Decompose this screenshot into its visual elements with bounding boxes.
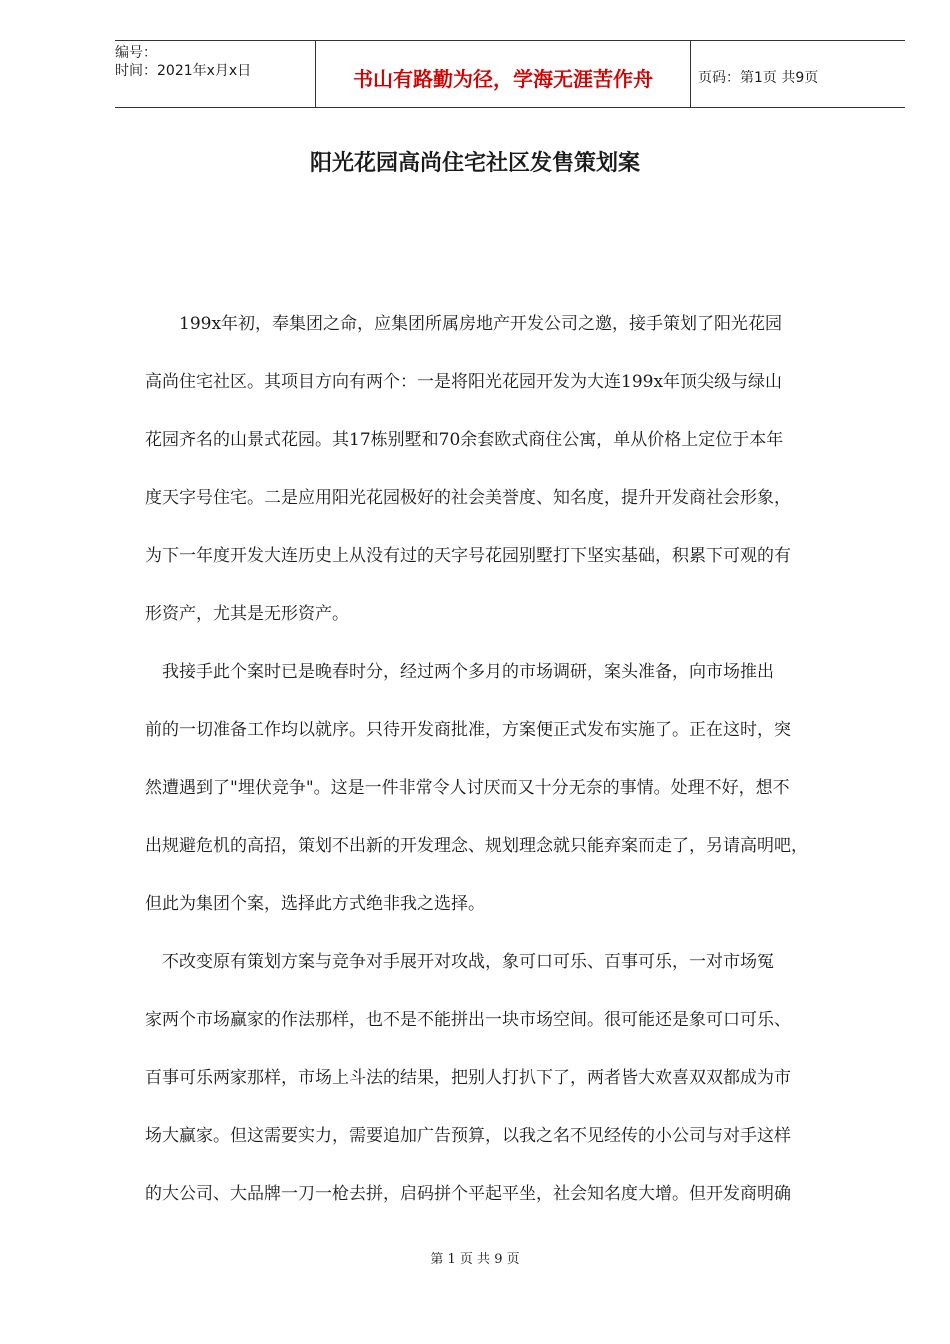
text-line: 前的一切准备工作均以就序。只待开发商批准，方案便正式发布实施了。正在这时，突	[145, 720, 791, 740]
text-line: 的大公司、大品牌一刀一枪去拼，启码拼个平起平坐，社会知名度大增。但开发商明确	[145, 1184, 791, 1204]
header-motto: 书山有路勤为径，学海无涯苦作舟	[353, 67, 653, 91]
header-page-info: 页码：第1页 共9页	[698, 70, 819, 86]
text-line: 度天字号住宅。二是应用阳光花园极好的社会美誉度、知名度，提升开发商社会形象，	[145, 488, 791, 508]
text-line: 不改变原有策划方案与竞争对手展开对攻战，象可口可乐、百事可乐，一对市场冤	[145, 952, 774, 972]
doc-number-label: 编号：	[115, 45, 157, 61]
text-line: 我接手此个案时已是晚春时分，经过两个多月的市场调研，案头准备，向市场推出	[145, 662, 774, 682]
text-line: 为下一年度开发大连历史上从没有过的天字号花园别墅打下坚实基础，积累下可观的有	[145, 546, 791, 566]
doc-time-label: 时间：2021年x月x日	[115, 63, 252, 79]
header-motto-cell	[315, 41, 691, 107]
page-header	[115, 40, 905, 108]
page-footer: 第 1 页 共 9 页	[430, 1252, 520, 1267]
text-line: 高尚住宅社区。其项目方向有两个：一是将阳光花园开发为大连199x年顶尖级与绿山	[145, 372, 783, 392]
text-line: 但此为集团个案，选择此方式绝非我之选择。	[145, 894, 485, 914]
text-line: 花园齐名的山景式花园。其17栋别墅和70余套欧式商住公寓，单从价格上定位于本年	[145, 430, 784, 450]
document-body	[145, 300, 885, 1228]
header-meta	[115, 41, 315, 110]
text-line: 出规避危机的高招，策划不出新的开发理念、规划理念就只能弃案而走了，另请高明吧，	[145, 836, 808, 856]
text-line: 然遭遇到了"埋伏竞争"。这是一件非常令人讨厌而又十分无奈的事情。处理不好，想不	[145, 778, 790, 798]
text-line: 场大赢家。但这需要实力，需要追加广告预算，以我之名不见经传的小公司与对手这样	[145, 1126, 791, 1146]
text-line: 形资产，尤其是无形资产。	[145, 604, 349, 624]
text-line: 百事可乐两家那样，市场上斗法的结果，把别人打扒下了，两者皆大欢喜双双都成为市	[145, 1068, 791, 1088]
text-line: 家两个市场赢家的作法那样，也不是不能拼出一块市场空间。很可能还是象可口可乐、	[145, 1010, 791, 1030]
text-line: 199x年初，奉集团之命，应集团所属房地产开发公司之邀，接手策划了阳光花园	[145, 314, 783, 334]
document-title: 阳光花园高尚住宅社区发售策划案	[309, 150, 640, 176]
header-page-cell	[698, 41, 905, 107]
